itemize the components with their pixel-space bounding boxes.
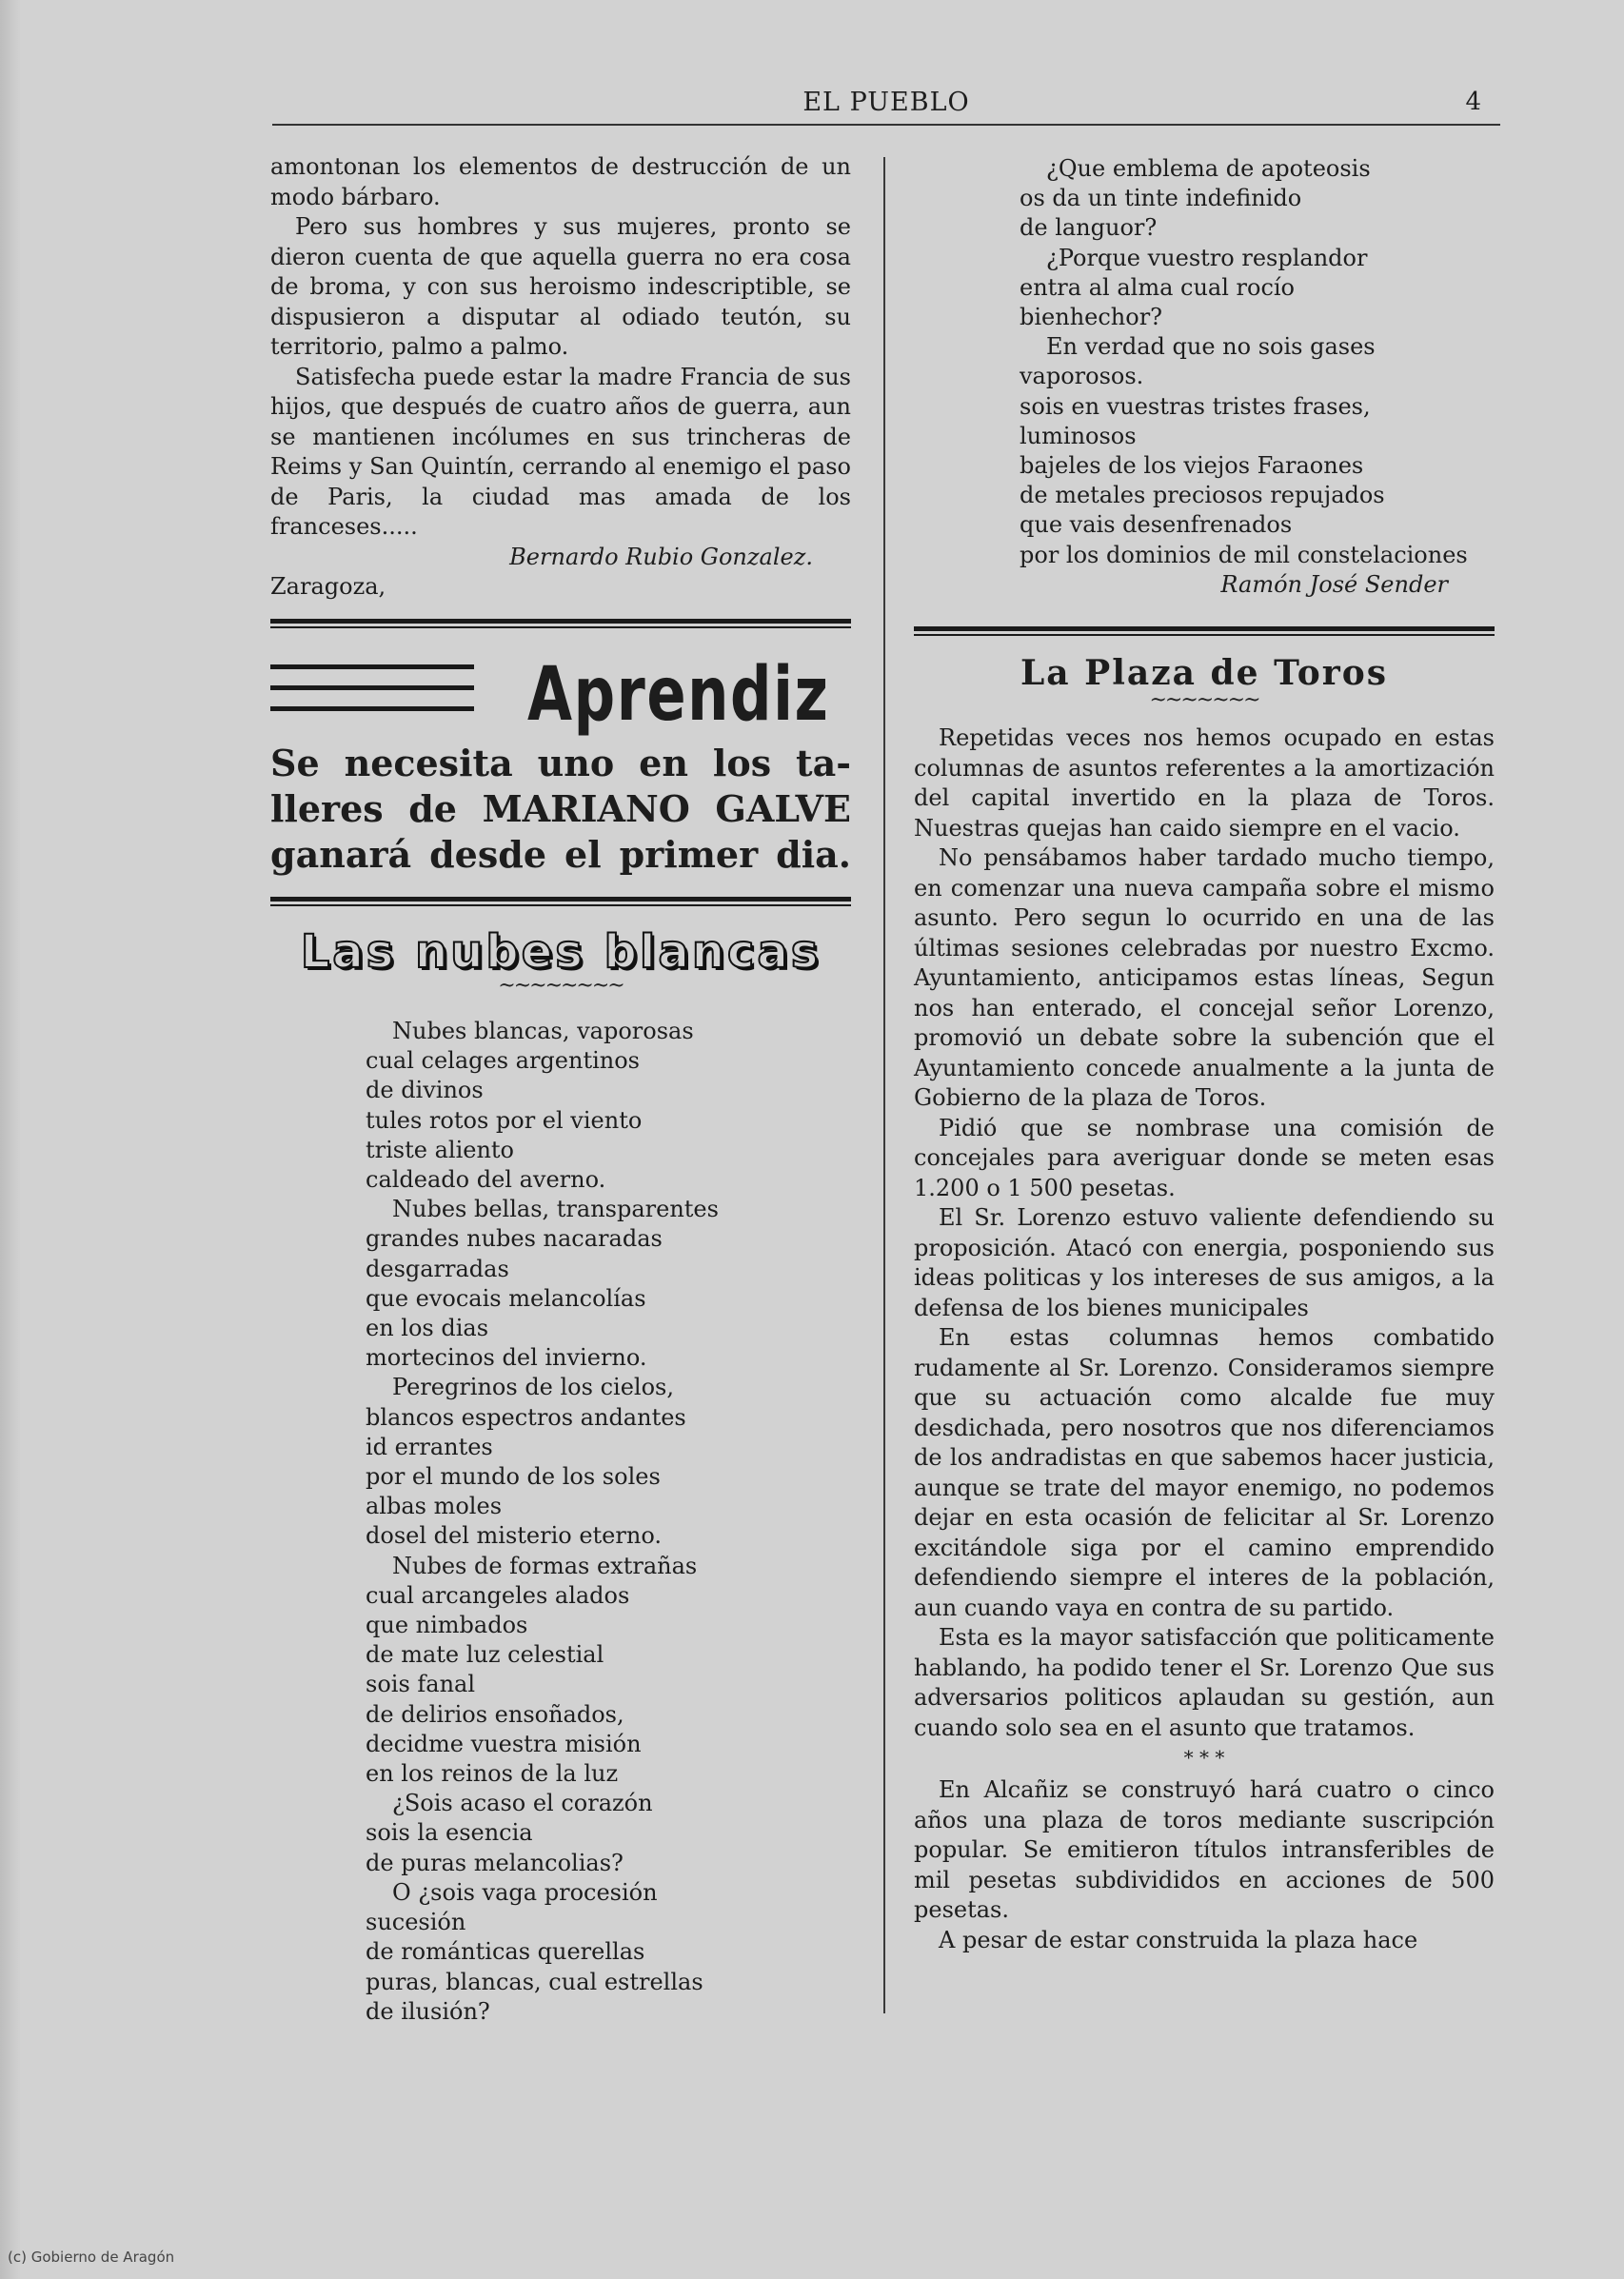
poem-line: id errantes: [366, 1433, 493, 1460]
poem-line: caldeado del averno.: [366, 1166, 606, 1194]
poem-line: Nubes bellas, transparentes: [392, 1196, 719, 1223]
poem-line: de delirios ensoñados,: [366, 1700, 624, 1728]
poem-line: sois en vuestras tristes frases,: [1020, 392, 1371, 420]
poem-line: de puras melancolias?: [366, 1849, 624, 1876]
section-rule: [270, 619, 851, 628]
poem-line: O ¿sois vaga procesión: [392, 1878, 658, 1906]
poem-line: ¿Porque vuestro resplandor: [1046, 244, 1368, 271]
poem-line: bajeles de los viejos Faraones: [1020, 452, 1364, 480]
poem-line: luminosos: [1020, 422, 1137, 449]
poem-line: mortecinos del invierno.: [366, 1344, 647, 1372]
poem-line: dosel del misterio eterno.: [366, 1522, 662, 1550]
poem-line: bienhechor?: [1020, 304, 1163, 331]
poem-line: albas moles: [366, 1493, 503, 1520]
section-rule: [914, 626, 1495, 636]
ad-body: [270, 741, 851, 878]
poem-line: de languor?: [1020, 214, 1158, 242]
left-column: [270, 152, 851, 603]
article-paragraph: Pero sus hombres y sus mujeres, pronto se dieron cuenta de que aquella guerra no era cosa de broma, y con sus heroismo indescriptible, se dispusieron a disputar al odiado teutón, su territorio, palmo a palmo.: [270, 213, 851, 360]
ad-line: ganará desde el primer dia.: [270, 833, 851, 876]
poem-title: Las nubes blancas: [300, 925, 822, 979]
ad-line: lleres de MARIANO GALVE: [270, 787, 851, 830]
ad-decorative-bars: [270, 664, 474, 727]
poem-line: puras, blancas, cual estrellas: [366, 1968, 703, 1995]
page-edge: [0, 0, 21, 2279]
column-divider: [883, 157, 885, 2013]
title-ornament: ~~~~~~~: [1149, 688, 1259, 712]
copyright-credit: (c) Gobierno de Aragón: [8, 2249, 175, 2266]
article-paragraph: Satisfecha puede estar la madre Francia de sus hijos, que después de cuatro años de guerra, aun se mantienen incólumes en sus trincheras de Reims y San Quintín, cerrando al enemigo el paso de Paris, la ciudad mas amada de los franceses.....: [270, 363, 851, 540]
poem-line: desgarradas: [366, 1255, 509, 1282]
article-signature: Bernardo Rubio Gonzalez.: [509, 543, 813, 570]
poem-line: en los reinos de la luz: [366, 1760, 619, 1788]
title-ornament: ~~~~~~~~: [498, 974, 624, 998]
poem-signature: Ramón José Sender: [1220, 571, 1448, 598]
poem-line: en los dias: [366, 1315, 489, 1342]
poem-line: triste aliento: [366, 1136, 514, 1163]
poem-line: por los dominios de mil constelaciones: [1020, 541, 1468, 568]
newspaper-header: [272, 86, 1500, 126]
poem-line: sois la esencia: [366, 1819, 533, 1847]
section-rule: [270, 897, 851, 906]
poem-line: cual arcangeles alados: [366, 1581, 630, 1609]
poem-line: sucesión: [366, 1909, 466, 1936]
poem-line: de metales preciosos repujados: [1020, 482, 1385, 509]
article-paragraph: A pesar de estar construida la plaza hace: [939, 1926, 1418, 1953]
poem-line: tules rotos por el viento: [366, 1106, 643, 1134]
article-paragraph: En estas columnas hemos combatido rudamente al Sr. Lorenzo. Consideramos siempre que su actuación como alcalde fue muy desdichada, pero nosotros que nos diferenciamos de los andradistas en que sabemos hacer justicia, aunque se trate del mayor enemigo, no podemos dejar en esta ocasión de felicitar al Sr. Lorenzo excitándole siga por el camino emprendido defendiendo siempre el interes de la población, aun cuando vaya en contra de su partido.: [914, 1324, 1495, 1621]
poem-line: de divinos: [366, 1077, 484, 1104]
poem-line: decidme vuestra misión: [366, 1730, 642, 1757]
poem-line: blancos espectros andantes: [366, 1403, 686, 1431]
poem-line: de mate luz celestial: [366, 1641, 604, 1669]
poem-line: que vais desenfrenados: [1020, 511, 1293, 539]
article-paragraph: Esta es la mayor satisfacción que politicamente hablando, ha podido tener el Sr. Lorenzo Que sus adversarios politicos aplaudan su gestión, aun cuando solo sea en el asunto que tratamos.: [914, 1624, 1495, 1741]
poem-las-nubes-blancas: [366, 1017, 861, 2027]
poem-line: ¿Que emblema de apoteosis: [1046, 155, 1371, 182]
poem-line: Nubes de formas extrañas: [392, 1552, 698, 1579]
poem-title-block: [270, 925, 851, 998]
poem-line: vaporosos.: [1020, 363, 1144, 390]
poem-line: por el mundo de los soles: [366, 1463, 661, 1491]
poem-line: os da un tinte indefinido: [1020, 185, 1302, 212]
article-paragraph: Pidió que se nombrase una comisión de concejales para averiguar donde se meten esas 1.200 o 1 500 pesetas.: [914, 1114, 1495, 1201]
poem-line: sois fanal: [366, 1671, 476, 1698]
poem-line: que nimbados: [366, 1612, 528, 1639]
poem-continuation: [1020, 154, 1515, 570]
article-paragraph: No pensábamos haber tardado mucho tiempo, en comenzar una nueva campaña sobre el mismo asunto. Pero segun lo ocurrido en una de las últimas sesiones celebradas por nuestro Excmo. Ayuntamiento, anticipamos estas líneas, Segun nos han enterado, el concejal señor Lorenzo, promovió un debate sobre la subención que el Ayuntamiento concede anualmente a la junta de Gobierno de la plaza de Toros.: [914, 844, 1495, 1111]
poem-line: de ilusión?: [366, 1997, 490, 2025]
poem-line: cual celages argentinos: [366, 1047, 640, 1075]
plaza-article-text: [914, 723, 1495, 1955]
newspaper-title: EL PUEBLO: [802, 88, 970, 117]
poem-line: Peregrinos de los cielos,: [392, 1374, 674, 1401]
asterism: * * *: [1183, 1746, 1225, 1769]
poem-line: que evocais melancolías: [366, 1284, 646, 1312]
article-paragraph: amontonan los elementos de destrucción de un modo bárbaro.: [270, 153, 851, 210]
poem-line: entra al alma cual rocío: [1020, 273, 1296, 301]
article-paragraph: Repetidas veces nos hemos ocupado en estas columnas de asuntos referentes a la amortización del capital invertido en la plaza de Toros. Nuestras quejas han caido siempre en el vacio.: [914, 724, 1495, 842]
war-article-text: [270, 152, 851, 543]
article-place: Zaragoza,: [270, 573, 386, 600]
poem-line: En verdad que no sois gases: [1046, 333, 1376, 361]
poem-line: ¿Sois acaso el corazón: [392, 1790, 653, 1817]
poem-line: grandes nubes nacaradas: [366, 1225, 663, 1253]
poem-line: Nubes blancas, vaporosas: [392, 1018, 694, 1044]
article-paragraph: En Alcañiz se construyó hará cuatro o cinco años una plaza de toros mediante suscripción popular. Se emitieron títulos intransferibles de mil pesetas subdivididos en acciones de 500 pesetas.: [914, 1776, 1495, 1923]
plaza-title-block: [914, 653, 1495, 712]
ad-title: Aprendiz: [527, 652, 830, 738]
plaza-title: La Plaza de Toros: [1020, 653, 1389, 693]
ad-line: Se necesita uno en los ta-: [270, 742, 851, 784]
page-number: 4: [1465, 88, 1481, 116]
poem-line: de románticas querellas: [366, 1938, 645, 1966]
article-paragraph: El Sr. Lorenzo estuvo valiente defendiendo su proposición. Atacó con energia, posponiendo sus ideas politicas y los intereses de sus amigos, a la defensa de los bienes municipales: [914, 1204, 1495, 1321]
